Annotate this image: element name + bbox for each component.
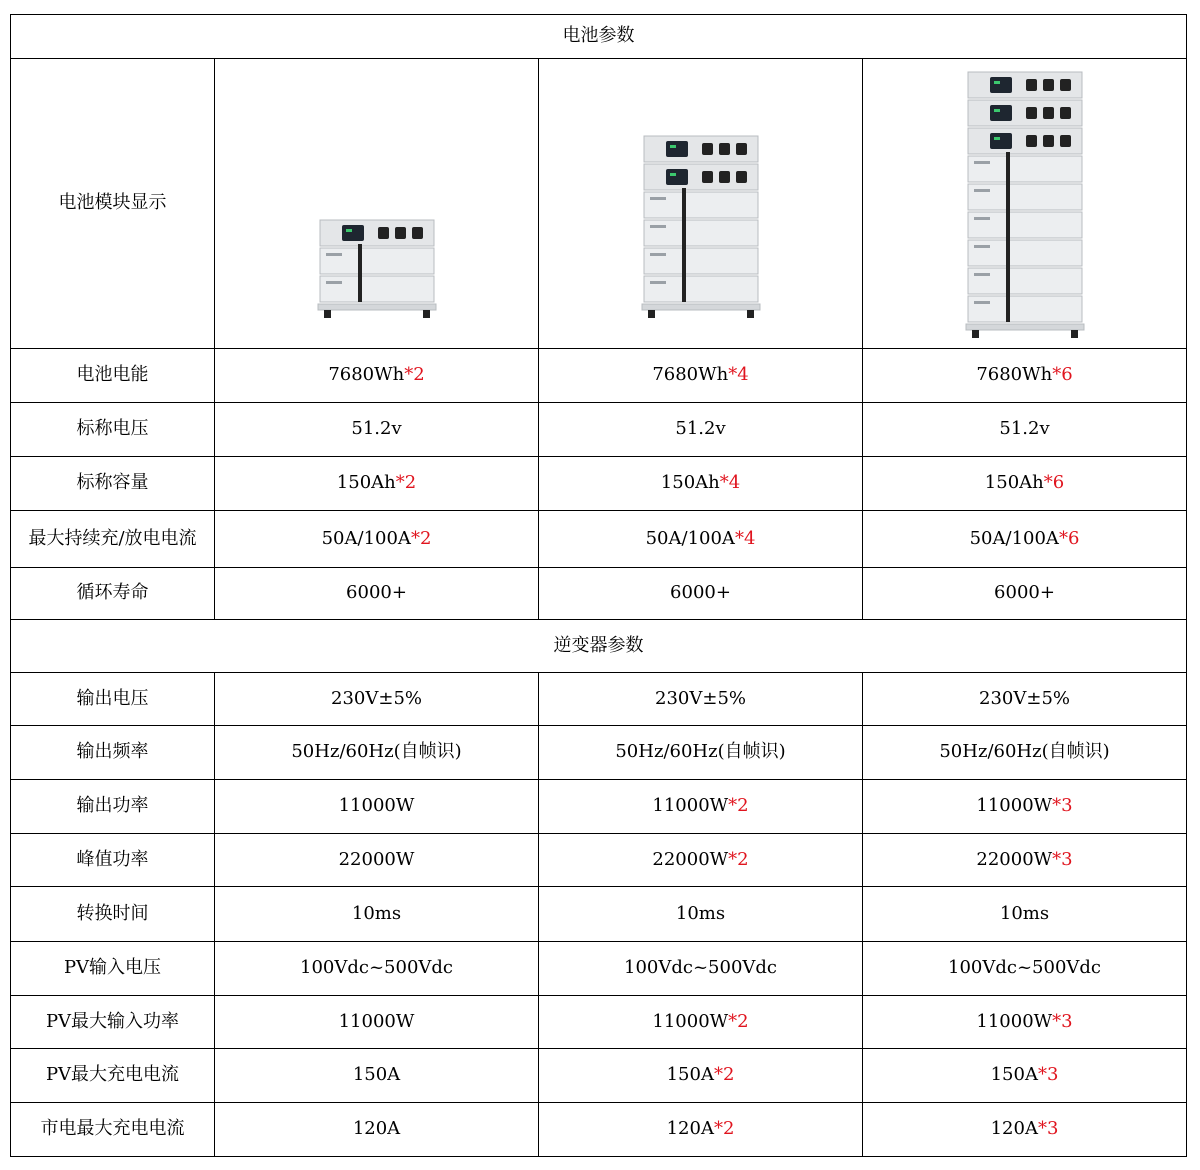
spec-value: 11000W	[976, 795, 1053, 817]
spec-multiplier: *3	[1052, 1010, 1073, 1032]
row-label: 循环寿命	[11, 568, 215, 620]
spec-value-cell	[539, 726, 863, 780]
row-label: 标称电压	[11, 403, 215, 457]
battery-module	[320, 248, 434, 274]
spec-value: 50Hz/60Hz(自帧识)	[939, 741, 1110, 763]
spec-value: 50A/100A	[969, 527, 1059, 549]
spec-value-cell	[539, 996, 863, 1049]
socket-icon	[1026, 135, 1037, 147]
spec-value: 51.2v	[351, 418, 402, 440]
battery-module	[968, 212, 1082, 238]
battery-module	[968, 296, 1082, 322]
module-label-icon	[974, 189, 990, 192]
row-label: 最大持续充/放电电流	[11, 511, 215, 568]
display-screen-icon	[666, 141, 688, 157]
spec-multiplier: *2	[404, 364, 425, 386]
spec-value-cell	[539, 349, 863, 403]
module-label-icon	[650, 253, 666, 256]
module-label-icon	[974, 217, 990, 220]
spec-value-cell	[539, 942, 863, 996]
spec-value-cell	[863, 942, 1187, 996]
spec-row	[11, 996, 1187, 1049]
socket-icon	[1043, 107, 1054, 119]
spec-value: 230V±5%	[979, 687, 1070, 709]
socket-icon	[1060, 107, 1071, 119]
spec-value: 150Ah	[660, 472, 720, 494]
spec-value-cell	[539, 457, 863, 511]
spec-value: 50Hz/60Hz(自帧识)	[291, 741, 462, 763]
spec-value: 51.2v	[999, 418, 1050, 440]
spec-value-cell	[863, 568, 1187, 620]
spec-multiplier: *2	[713, 1064, 735, 1086]
row-label: 输出频率	[11, 726, 215, 780]
spec-multiplier: *4	[719, 472, 741, 494]
spec-value: 100Vdc~500Vdc	[624, 957, 777, 979]
battery-module	[644, 248, 758, 274]
battery-module	[644, 220, 758, 246]
spec-value-cell	[215, 457, 539, 511]
spec-multiplier: *3	[1052, 848, 1073, 870]
spec-multiplier: *4	[734, 527, 756, 549]
spec-value-cell	[863, 726, 1187, 780]
status-led-icon	[670, 145, 676, 148]
inverter-section-title: 逆变器参数	[11, 620, 1187, 673]
spec-multiplier: *2	[410, 527, 432, 549]
spec-value-cell	[539, 403, 863, 457]
spec-value: 100Vdc~500Vdc	[948, 957, 1101, 979]
spec-row	[11, 834, 1187, 887]
spec-row	[11, 403, 1187, 457]
battery-module	[644, 192, 758, 218]
spec-value: 11000W	[652, 795, 729, 817]
spec-row	[11, 942, 1187, 996]
status-led-icon	[994, 137, 1000, 140]
display-screen-icon	[342, 225, 364, 241]
spec-row	[11, 511, 1187, 568]
spec-value: 11000W	[976, 1010, 1053, 1032]
spec-multiplier: *3	[1052, 795, 1073, 817]
display-screen-icon	[990, 77, 1012, 93]
spec-row	[11, 887, 1187, 942]
product-image-cell	[863, 59, 1187, 349]
spec-value: 120A	[666, 1118, 714, 1140]
spec-value-cell	[215, 834, 539, 887]
socket-icon	[719, 143, 730, 155]
display-screen-icon	[666, 169, 688, 185]
spec-value: 22000W	[338, 848, 415, 870]
cabinet-base	[642, 304, 760, 310]
wheel-icon	[972, 330, 979, 338]
spec-value: 22000W	[652, 848, 729, 870]
socket-icon	[378, 227, 389, 239]
spec-value-cell	[539, 834, 863, 887]
battery-module	[644, 276, 758, 302]
row-label: PV输入电压	[11, 942, 215, 996]
spec-value-cell	[215, 1103, 539, 1157]
spec-value-cell	[215, 726, 539, 780]
row-label: PV最大充电电流	[11, 1049, 215, 1103]
spec-table	[10, 14, 1187, 1157]
spec-row	[11, 1103, 1187, 1157]
product-image-cell	[215, 59, 539, 349]
row-label: PV最大输入功率	[11, 996, 215, 1049]
module-label-icon	[326, 281, 342, 284]
handle-bar-icon	[358, 244, 362, 302]
module-label-icon	[974, 245, 990, 248]
spec-value: 150A	[352, 1064, 401, 1086]
spec-multiplier: *6	[1058, 527, 1080, 549]
handle-bar-icon	[682, 188, 686, 302]
spec-multiplier: *3	[1037, 1118, 1059, 1140]
socket-icon	[736, 143, 747, 155]
spec-multiplier: *2	[713, 1118, 735, 1140]
module-label-icon	[650, 281, 666, 284]
status-led-icon	[670, 173, 676, 176]
spec-value: 6000+	[994, 582, 1055, 604]
spec-multiplier: *6	[1052, 364, 1073, 386]
spec-value-cell	[539, 1103, 863, 1157]
socket-icon	[412, 227, 423, 239]
spec-value: 100Vdc~500Vdc	[300, 957, 453, 979]
spec-value-cell	[863, 403, 1187, 457]
row-label: 输出功率	[11, 780, 215, 834]
display-screen-icon	[990, 133, 1012, 149]
spec-value: 150Ah	[984, 472, 1044, 494]
row-label: 电池电能	[11, 349, 215, 403]
spec-value-cell	[863, 780, 1187, 834]
socket-icon	[702, 143, 713, 155]
spec-value: 6000+	[670, 582, 731, 604]
wheel-icon	[1071, 330, 1078, 338]
spec-row	[11, 726, 1187, 780]
spec-multiplier: *4	[728, 364, 749, 386]
spec-value-cell	[215, 568, 539, 620]
spec-value: 10ms	[675, 902, 726, 924]
inverter-rows	[11, 673, 1187, 1157]
wheel-icon	[423, 310, 430, 318]
spec-value: 10ms	[999, 902, 1050, 924]
spec-value-cell	[539, 568, 863, 620]
spec-multiplier: *2	[395, 472, 417, 494]
spec-row	[11, 780, 1187, 834]
spec-row	[11, 457, 1187, 511]
battery-module	[968, 268, 1082, 294]
spec-value-cell	[215, 673, 539, 726]
spec-value-cell	[215, 887, 539, 942]
module-label-icon	[974, 301, 990, 304]
cabinet-base	[966, 324, 1084, 330]
status-led-icon	[346, 229, 352, 232]
spec-value-cell	[215, 996, 539, 1049]
spec-value-cell	[863, 511, 1187, 568]
spec-value-cell	[215, 349, 539, 403]
spec-value: 150A	[666, 1064, 714, 1086]
battery-rows	[11, 349, 1187, 620]
product-image-cell	[539, 59, 863, 349]
spec-value-cell	[539, 1049, 863, 1103]
battery-module	[968, 240, 1082, 266]
handle-bar-icon	[1006, 152, 1010, 322]
socket-icon	[719, 171, 730, 183]
spec-value: 230V±5%	[655, 687, 746, 709]
battery-display-row	[11, 59, 1187, 349]
wheel-icon	[324, 310, 331, 318]
socket-icon	[1026, 79, 1037, 91]
spec-value-cell	[539, 780, 863, 834]
battery-module	[968, 184, 1082, 210]
row-label: 输出电压	[11, 673, 215, 726]
battery-module	[320, 276, 434, 302]
cabinet-base	[318, 304, 436, 310]
display-screen-icon	[990, 105, 1012, 121]
spec-value-cell	[863, 457, 1187, 511]
socket-icon	[736, 171, 747, 183]
spec-value-cell	[215, 942, 539, 996]
spec-value-cell	[539, 673, 863, 726]
socket-icon	[702, 171, 713, 183]
spec-value: 120A	[990, 1118, 1038, 1140]
battery-stack-2-module-image	[312, 84, 442, 324]
row-label: 峰值功率	[11, 834, 215, 887]
spec-value: 120A	[352, 1118, 401, 1140]
spec-value: 7680Wh	[328, 364, 405, 386]
spec-value: 50Hz/60Hz(自帧识)	[615, 741, 786, 763]
module-label-icon	[974, 161, 990, 164]
spec-value: 150A	[990, 1064, 1038, 1086]
spec-value: 230V±5%	[331, 687, 422, 709]
spec-value: 11000W	[652, 1010, 729, 1032]
spec-value-cell	[863, 996, 1187, 1049]
module-label-icon	[326, 253, 342, 256]
module-label-icon	[650, 197, 666, 200]
spec-value: 11000W	[338, 1010, 415, 1032]
row-label: 市电最大充电电流	[11, 1103, 215, 1157]
spec-row	[11, 1049, 1187, 1103]
module-label-icon	[650, 225, 666, 228]
module-label-icon	[974, 273, 990, 276]
spec-value: 22000W	[976, 848, 1053, 870]
wheel-icon	[648, 310, 655, 318]
socket-icon	[395, 227, 406, 239]
socket-icon	[1060, 79, 1071, 91]
spec-multiplier: *2	[728, 848, 749, 870]
spec-value-cell	[215, 403, 539, 457]
spec-multiplier: *2	[728, 1010, 749, 1032]
spec-row	[11, 349, 1187, 403]
battery-section-title: 电池参数	[11, 15, 1187, 59]
spec-value-cell	[863, 673, 1187, 726]
spec-value: 6000+	[346, 582, 407, 604]
socket-icon	[1043, 79, 1054, 91]
spec-value-cell	[215, 1049, 539, 1103]
socket-icon	[1043, 135, 1054, 147]
spec-value: 7680Wh	[976, 364, 1053, 386]
spec-multiplier: *3	[1037, 1064, 1059, 1086]
spec-multiplier: *6	[1043, 472, 1065, 494]
spec-row	[11, 673, 1187, 726]
wheel-icon	[747, 310, 754, 318]
spec-value-cell	[539, 511, 863, 568]
row-label: 转换时间	[11, 887, 215, 942]
spec-value-cell	[215, 780, 539, 834]
row-label: 标称容量	[11, 457, 215, 511]
spec-value: 51.2v	[675, 418, 726, 440]
spec-value: 10ms	[351, 902, 402, 924]
socket-icon	[1026, 107, 1037, 119]
spec-row	[11, 568, 1187, 620]
spec-value-cell	[863, 1103, 1187, 1157]
spec-value: 7680Wh	[652, 364, 729, 386]
spec-multiplier: *2	[728, 795, 749, 817]
battery-module	[968, 156, 1082, 182]
battery-stack-6-module-image	[960, 64, 1090, 344]
spec-value-cell	[863, 834, 1187, 887]
spec-value: 50A/100A	[645, 527, 735, 549]
spec-value-cell	[863, 1049, 1187, 1103]
status-led-icon	[994, 81, 1000, 84]
spec-value: 11000W	[338, 795, 415, 817]
spec-value-cell	[863, 887, 1187, 942]
battery-stack-4-module-image	[636, 84, 766, 324]
spec-value-cell	[863, 349, 1187, 403]
row-label: 电池模块显示	[11, 59, 215, 349]
socket-icon	[1060, 135, 1071, 147]
spec-value: 50A/100A	[321, 527, 411, 549]
spec-value: 150Ah	[336, 472, 396, 494]
spec-value-cell	[215, 511, 539, 568]
status-led-icon	[994, 109, 1000, 112]
spec-value-cell	[539, 887, 863, 942]
